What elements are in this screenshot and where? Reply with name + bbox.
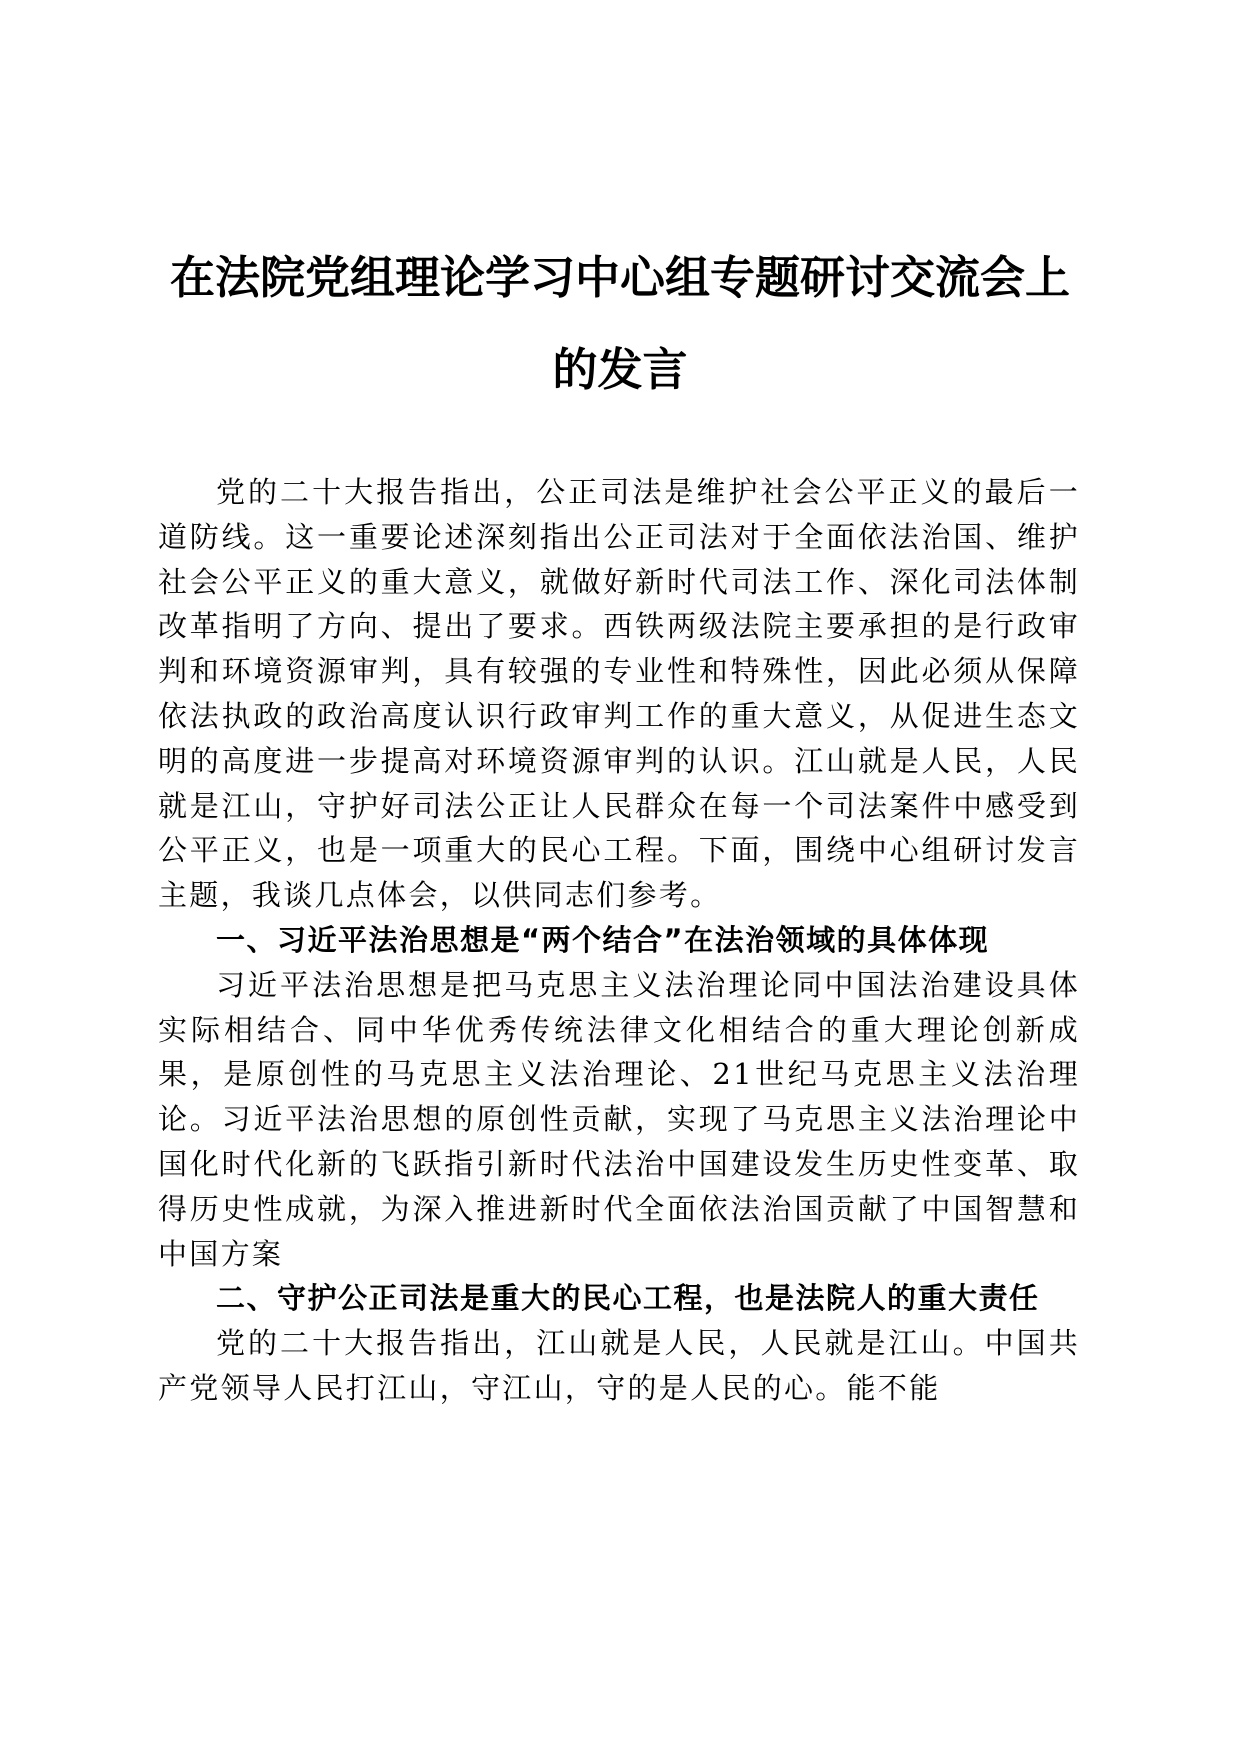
section-heading-1: 一、习近平法治思想是“两个结合”在法治领域的具体体现 [216, 922, 990, 957]
paragraph-intro: 党的二十大报告指出，公正司法是维护社会公平正义的最后一道防线。这一重要论述深刻指出公正司法对于全面依法治国、维护社会公平正义的重大意义，就做好新时代司法工作、深化司法体制改革指明了方向、提出了要求。西铁两级法院主要承担的是行政审判和环境资源审判，具有较强的专业性和特殊性，因此必须从保障依法执政的政治高度认识行政审判工作的重大意义，从促进生态文明的高度进一步提高对环境资源审判的认识。江山就是人民，人民就是江山，守护好司法公正让人民群众在每一个司法案件中感受到公平正义，也是一项重大的民心工程。下面，围绕中心组研讨发言主题，我谈几点体会，以供同志们参考。 [158, 475, 1080, 913]
paragraph-section-2: 党的二十大报告指出，江山就是人民，人民就是江山。中国共产党领导人民打江山，守江山，守的是人民的心。能不能 [158, 1326, 1080, 1405]
document-body [158, 470, 1080, 1411]
document-title: 在法院党组理论学习中心组专题研讨交流会上的发言 [169, 251, 1070, 396]
paragraph-section-1: 习近平法治思想是把马克思主义法治理论同中国法治建设具体实际相结合、同中华优秀传统法律文化相结合的重大理论创新成果，是原创性的马克思主义法治理论、21世纪马克思主义法治理论。习近平法治思想的原创性贡献，实现了马克思主义法治理论中国化时代化新的飞跃指引新时代法治中国建设发生历史性变革、取得历史性成就，为深入推进新时代全面依法治国贡献了中国智慧和中国方案 [158, 967, 1080, 1271]
section-heading-2: 二、守护公正司法是重大的民心工程，也是法院人的重大责任 [216, 1281, 1040, 1316]
